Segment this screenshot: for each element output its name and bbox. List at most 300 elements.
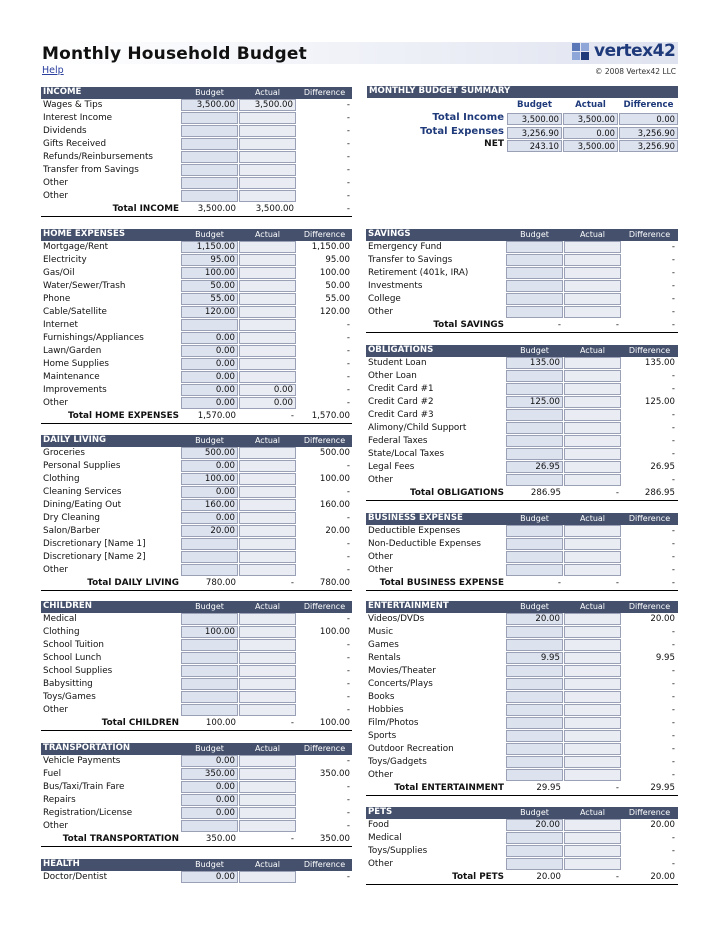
budget-input[interactable]: 100.00 xyxy=(181,267,238,279)
difference-value: 20.00 xyxy=(325,526,350,536)
budget-input[interactable]: 0.00 xyxy=(181,384,238,396)
budget-input[interactable]: 120.00 xyxy=(181,306,238,318)
col-actual-label: Actual xyxy=(254,436,281,445)
budget-input[interactable] xyxy=(181,613,238,625)
budget-input[interactable]: 135.00 xyxy=(506,357,563,369)
difference-value: - xyxy=(346,165,350,175)
difference-value: - xyxy=(346,372,350,382)
budget-input[interactable] xyxy=(181,564,238,576)
budget-input[interactable] xyxy=(506,241,563,253)
total-label: Total SAVINGS xyxy=(433,320,504,330)
budget-input[interactable]: 26.95 xyxy=(506,461,563,473)
difference-value: - xyxy=(671,294,675,304)
difference-value: 1,150.00 xyxy=(311,242,350,252)
section-heading: OBLIGATIONS xyxy=(368,345,434,355)
budget-input[interactable] xyxy=(506,756,563,768)
budget-row xyxy=(41,665,352,678)
actual-input[interactable] xyxy=(564,551,621,563)
budget-input[interactable]: 125.00 xyxy=(506,396,563,408)
actual-input[interactable] xyxy=(564,665,621,677)
budget-input[interactable] xyxy=(506,730,563,742)
summary-diff-value: 0.00 xyxy=(619,113,678,125)
summary-heading: MONTHLY BUDGET SUMMARY xyxy=(369,86,511,96)
budget-input[interactable] xyxy=(181,319,238,331)
budget-input[interactable] xyxy=(506,435,563,447)
row-label: Film/Photos xyxy=(368,718,419,728)
budget-input[interactable] xyxy=(506,538,563,550)
actual-input[interactable] xyxy=(239,473,296,485)
difference-value: - xyxy=(671,705,675,715)
section-header xyxy=(366,513,678,525)
actual-input[interactable] xyxy=(239,371,296,383)
budget-row xyxy=(41,613,352,626)
budget-row xyxy=(41,112,352,125)
total-budget: 20.00 xyxy=(536,872,561,882)
actual-input[interactable] xyxy=(239,190,296,202)
budget-row xyxy=(41,678,352,691)
actual-input[interactable] xyxy=(239,691,296,703)
actual-input[interactable] xyxy=(239,151,296,163)
col-budget-label: Budget xyxy=(520,514,549,523)
budget-input[interactable] xyxy=(506,691,563,703)
section-header xyxy=(366,229,678,241)
col-budget-label: Budget xyxy=(520,230,549,239)
budget-input[interactable] xyxy=(506,422,563,434)
actual-input[interactable] xyxy=(564,704,621,716)
summary-col-difference: Difference xyxy=(623,100,674,110)
budget-input[interactable] xyxy=(506,858,563,870)
budget-row xyxy=(366,756,678,769)
actual-input[interactable] xyxy=(239,358,296,370)
difference-value: 135.00 xyxy=(644,358,675,368)
row-label: Other Loan xyxy=(368,371,417,381)
actual-input[interactable] xyxy=(239,538,296,550)
row-label: Other xyxy=(43,821,68,831)
budget-row xyxy=(41,254,352,267)
budget-input[interactable] xyxy=(506,448,563,460)
row-label: School Tuition xyxy=(43,640,104,650)
difference-value: - xyxy=(346,539,350,549)
budget-row xyxy=(41,319,352,332)
actual-input[interactable] xyxy=(564,241,621,253)
actual-input[interactable] xyxy=(239,112,296,124)
budget-input[interactable] xyxy=(506,678,563,690)
section-heading: TRANSPORTATION xyxy=(43,743,131,753)
difference-value: - xyxy=(671,384,675,394)
actual-input[interactable] xyxy=(564,652,621,664)
actual-input[interactable] xyxy=(239,639,296,651)
actual-input[interactable] xyxy=(564,743,621,755)
row-label: Sports xyxy=(368,731,397,741)
actual-input[interactable] xyxy=(239,652,296,664)
budget-input[interactable] xyxy=(506,717,563,729)
budget-row xyxy=(41,397,352,410)
row-label: Transfer from Savings xyxy=(43,165,139,175)
section-heading: SAVINGS xyxy=(368,229,411,239)
col-actual-label: Actual xyxy=(579,602,606,611)
budget-row xyxy=(41,768,352,781)
budget-input[interactable] xyxy=(506,665,563,677)
budget-input[interactable]: 0.00 xyxy=(181,397,238,409)
actual-input[interactable] xyxy=(564,474,621,486)
budget-input[interactable] xyxy=(506,280,563,292)
row-label: Other xyxy=(43,705,68,715)
col-actual-label: Actual xyxy=(254,88,281,97)
row-label: Hobbies xyxy=(368,705,404,715)
budget-input[interactable] xyxy=(181,125,238,137)
actual-input[interactable] xyxy=(239,678,296,690)
actual-input[interactable] xyxy=(239,551,296,563)
actual-input[interactable] xyxy=(564,538,621,550)
budget-input[interactable] xyxy=(181,652,238,664)
actual-input[interactable] xyxy=(239,665,296,677)
total-row xyxy=(41,203,352,217)
actual-input[interactable] xyxy=(564,717,621,729)
budget-input[interactable]: 0.00 xyxy=(181,358,238,370)
budget-input[interactable]: 500.00 xyxy=(181,447,238,459)
difference-value: - xyxy=(346,487,350,497)
budget-input[interactable]: 0.00 xyxy=(181,807,238,819)
actual-input[interactable] xyxy=(564,267,621,279)
actual-input[interactable] xyxy=(239,164,296,176)
actual-input[interactable] xyxy=(564,626,621,638)
row-label: Doctor/Dentist xyxy=(43,872,108,882)
difference-value: 120.00 xyxy=(319,307,350,317)
budget-input[interactable]: 0.00 xyxy=(181,871,238,883)
actual-input[interactable] xyxy=(564,832,621,844)
budget-input[interactable]: 0.00 xyxy=(181,332,238,344)
budget-input[interactable] xyxy=(181,691,238,703)
row-label: Vehicle Payments xyxy=(43,756,121,766)
total-label: Total HOME EXPENSES xyxy=(67,411,179,421)
budget-input[interactable]: 20.00 xyxy=(506,613,563,625)
difference-value: 100.00 xyxy=(319,627,350,637)
difference-value: - xyxy=(671,539,675,549)
col-budget-label: Budget xyxy=(195,230,224,239)
row-label: Repairs xyxy=(43,795,76,805)
summary-row-total-income xyxy=(367,113,678,126)
row-label: Other xyxy=(368,565,393,575)
difference-value: - xyxy=(671,436,675,446)
row-label: Credit Card #3 xyxy=(368,410,434,420)
row-label: Groceries xyxy=(43,448,85,458)
budget-input[interactable] xyxy=(181,551,238,563)
summary-label: Total Income xyxy=(432,112,504,123)
budget-input[interactable]: 0.00 xyxy=(181,781,238,793)
actual-input[interactable] xyxy=(564,819,621,831)
actual-input[interactable] xyxy=(564,639,621,651)
difference-value: - xyxy=(671,242,675,252)
row-label: Transfer to Savings xyxy=(368,255,453,265)
actual-input[interactable] xyxy=(239,781,296,793)
actual-input[interactable]: 3,500.00 xyxy=(239,99,296,111)
difference-value: - xyxy=(671,679,675,689)
total-difference: - xyxy=(346,204,350,214)
budget-input[interactable] xyxy=(181,704,238,716)
budget-input[interactable] xyxy=(181,639,238,651)
actual-input[interactable] xyxy=(239,768,296,780)
budget-input[interactable] xyxy=(181,678,238,690)
budget-input[interactable]: 0.00 xyxy=(181,371,238,383)
actual-input[interactable] xyxy=(239,486,296,498)
difference-value: - xyxy=(346,126,350,136)
total-row xyxy=(366,487,678,501)
actual-input[interactable] xyxy=(564,756,621,768)
budget-input[interactable]: 0.00 xyxy=(181,486,238,498)
budget-row xyxy=(366,293,678,306)
budget-row xyxy=(41,551,352,564)
row-label: Toys/Gadgets xyxy=(368,757,427,767)
summary-label: NET xyxy=(484,139,504,149)
total-actual: - xyxy=(615,320,619,330)
row-label: Toys/Supplies xyxy=(368,846,428,856)
budget-input[interactable] xyxy=(181,138,238,150)
row-label: Mortgage/Rent xyxy=(43,242,109,252)
actual-input[interactable]: 0.00 xyxy=(239,384,296,396)
row-label: Deductible Expenses xyxy=(368,526,461,536)
budget-input[interactable]: 0.00 xyxy=(181,460,238,472)
summary-col-actual: Actual xyxy=(575,100,606,110)
actual-input[interactable] xyxy=(239,177,296,189)
actual-input[interactable] xyxy=(239,626,296,638)
budget-input[interactable]: 350.00 xyxy=(181,768,238,780)
actual-input[interactable] xyxy=(564,435,621,447)
difference-value: 500.00 xyxy=(319,448,350,458)
budget-input[interactable]: 9.95 xyxy=(506,652,563,664)
actual-input[interactable] xyxy=(564,461,621,473)
budget-row xyxy=(366,665,678,678)
budget-input[interactable] xyxy=(181,665,238,677)
actual-input[interactable] xyxy=(564,383,621,395)
actual-input[interactable] xyxy=(239,241,296,253)
row-label: Phone xyxy=(43,294,71,304)
section-obligations xyxy=(366,345,678,501)
actual-input[interactable] xyxy=(239,499,296,511)
actual-input[interactable] xyxy=(239,280,296,292)
difference-value: - xyxy=(346,359,350,369)
actual-input[interactable] xyxy=(564,254,621,266)
budget-input[interactable] xyxy=(506,293,563,305)
budget-input[interactable]: 50.00 xyxy=(181,280,238,292)
actual-input[interactable] xyxy=(239,267,296,279)
total-actual: - xyxy=(615,872,619,882)
actual-input[interactable] xyxy=(564,306,621,318)
actual-input[interactable] xyxy=(239,345,296,357)
budget-input[interactable] xyxy=(506,832,563,844)
budget-input[interactable] xyxy=(506,267,563,279)
budget-input[interactable] xyxy=(506,845,563,857)
budget-input[interactable]: 95.00 xyxy=(181,254,238,266)
actual-input[interactable] xyxy=(564,564,621,576)
actual-input[interactable] xyxy=(564,678,621,690)
budget-input[interactable] xyxy=(506,743,563,755)
section-home-expenses xyxy=(41,229,352,424)
row-label: Other xyxy=(368,552,393,562)
budget-input[interactable]: 20.00 xyxy=(506,819,563,831)
actual-input[interactable] xyxy=(564,293,621,305)
budget-input[interactable] xyxy=(181,164,238,176)
row-label: Music xyxy=(368,627,394,637)
col-difference-label: Difference xyxy=(303,744,346,753)
actual-input[interactable] xyxy=(564,691,621,703)
budget-input[interactable] xyxy=(506,254,563,266)
actual-input[interactable] xyxy=(239,820,296,832)
actual-input[interactable] xyxy=(564,396,621,408)
budget-input[interactable] xyxy=(506,564,563,576)
difference-value: - xyxy=(346,100,350,110)
actual-input[interactable] xyxy=(239,704,296,716)
difference-value: - xyxy=(346,398,350,408)
budget-input[interactable] xyxy=(506,704,563,716)
difference-value: - xyxy=(671,565,675,575)
budget-input[interactable] xyxy=(506,409,563,421)
actual-input[interactable] xyxy=(564,769,621,781)
total-budget: 3,500.00 xyxy=(197,204,236,214)
budget-row xyxy=(41,332,352,345)
budget-row xyxy=(366,769,678,782)
actual-input[interactable] xyxy=(564,448,621,460)
budget-row xyxy=(41,358,352,371)
difference-value: - xyxy=(346,640,350,650)
row-label: Refunds/Reinbursements xyxy=(43,152,154,162)
budget-input[interactable]: 3,500.00 xyxy=(181,99,238,111)
budget-input[interactable] xyxy=(506,525,563,537)
difference-value: - xyxy=(671,692,675,702)
budget-input[interactable]: 0.00 xyxy=(181,512,238,524)
actual-input[interactable] xyxy=(564,525,621,537)
summary-header xyxy=(367,86,678,98)
budget-input[interactable]: 160.00 xyxy=(181,499,238,511)
page-title: Monthly Household Budget xyxy=(42,44,307,64)
budget-input[interactable]: 100.00 xyxy=(181,626,238,638)
budget-row xyxy=(41,704,352,717)
difference-value: 125.00 xyxy=(644,397,675,407)
budget-input[interactable] xyxy=(181,190,238,202)
budget-row xyxy=(366,409,678,422)
actual-input[interactable] xyxy=(239,613,296,625)
difference-value: - xyxy=(346,872,350,882)
budget-input[interactable] xyxy=(506,383,563,395)
summary-diff-value: 3,256.90 xyxy=(619,127,678,139)
budget-input[interactable]: 20.00 xyxy=(181,525,238,537)
budget-input[interactable] xyxy=(506,306,563,318)
actual-input[interactable] xyxy=(239,871,296,883)
actual-input[interactable] xyxy=(564,409,621,421)
row-label: Investments xyxy=(368,281,423,291)
budget-row xyxy=(366,254,678,267)
budget-row xyxy=(41,177,352,190)
difference-value: - xyxy=(346,808,350,818)
budget-input[interactable] xyxy=(506,626,563,638)
budget-row xyxy=(41,384,352,397)
help-link[interactable]: Help xyxy=(42,65,64,76)
actual-input[interactable] xyxy=(239,564,296,576)
actual-input[interactable] xyxy=(239,319,296,331)
total-difference: 29.95 xyxy=(650,783,675,793)
section-heading: HOME EXPENSES xyxy=(43,229,126,239)
actual-input[interactable] xyxy=(239,807,296,819)
actual-input[interactable] xyxy=(239,460,296,472)
actual-input[interactable] xyxy=(564,858,621,870)
actual-input[interactable] xyxy=(239,755,296,767)
budget-input[interactable] xyxy=(181,112,238,124)
budget-input[interactable]: 55.00 xyxy=(181,293,238,305)
budget-row xyxy=(41,306,352,319)
budget-input[interactable]: 0.00 xyxy=(181,755,238,767)
budget-row xyxy=(366,832,678,845)
budget-input[interactable] xyxy=(181,820,238,832)
difference-value: 100.00 xyxy=(319,474,350,484)
budget-input[interactable] xyxy=(181,177,238,189)
budget-input[interactable]: 0.00 xyxy=(181,345,238,357)
budget-input[interactable] xyxy=(506,370,563,382)
difference-value: - xyxy=(671,449,675,459)
actual-input[interactable] xyxy=(239,138,296,150)
actual-input[interactable] xyxy=(564,422,621,434)
actual-input[interactable] xyxy=(239,306,296,318)
budget-row xyxy=(366,743,678,756)
actual-input[interactable] xyxy=(239,293,296,305)
row-label: Registration/License xyxy=(43,808,133,818)
actual-input[interactable] xyxy=(564,357,621,369)
difference-value: - xyxy=(346,152,350,162)
section-header xyxy=(366,807,678,819)
budget-input[interactable] xyxy=(181,538,238,550)
budget-input[interactable] xyxy=(506,769,563,781)
total-actual: - xyxy=(290,578,294,588)
col-difference-label: Difference xyxy=(303,436,346,445)
difference-value: 20.00 xyxy=(650,820,675,830)
budget-input[interactable]: 100.00 xyxy=(181,473,238,485)
actual-input[interactable]: 0.00 xyxy=(239,397,296,409)
difference-value: 100.00 xyxy=(319,268,350,278)
budget-input[interactable]: 0.00 xyxy=(181,794,238,806)
actual-input[interactable] xyxy=(239,512,296,524)
actual-input[interactable] xyxy=(239,125,296,137)
actual-input[interactable] xyxy=(239,254,296,266)
actual-input[interactable] xyxy=(564,613,621,625)
copyright-text: © 2008 Vertex42 LLC xyxy=(595,67,676,76)
actual-input[interactable] xyxy=(239,794,296,806)
budget-input[interactable]: 1,150.00 xyxy=(181,241,238,253)
col-budget-label: Budget xyxy=(520,808,549,817)
budget-input[interactable] xyxy=(506,551,563,563)
budget-input[interactable] xyxy=(506,474,563,486)
row-label: Food xyxy=(368,820,390,830)
actual-input[interactable] xyxy=(564,730,621,742)
row-label: College xyxy=(368,294,401,304)
actual-input[interactable] xyxy=(239,525,296,537)
total-row xyxy=(366,871,678,885)
col-difference-label: Difference xyxy=(628,602,671,611)
budget-input[interactable] xyxy=(506,639,563,651)
actual-input[interactable] xyxy=(239,447,296,459)
difference-value: - xyxy=(346,178,350,188)
summary-col-budget: Budget xyxy=(517,100,552,110)
total-difference: 100.00 xyxy=(319,718,350,728)
budget-input[interactable] xyxy=(181,151,238,163)
col-budget-label: Budget xyxy=(520,602,549,611)
actual-input[interactable] xyxy=(564,280,621,292)
actual-input[interactable] xyxy=(564,370,621,382)
actual-input[interactable] xyxy=(564,845,621,857)
actual-input[interactable] xyxy=(239,332,296,344)
budget-row xyxy=(41,807,352,820)
row-label: Discretionary [Name 1] xyxy=(43,539,146,549)
difference-value: - xyxy=(346,692,350,702)
difference-value: 50.00 xyxy=(325,281,350,291)
budget-row xyxy=(41,525,352,538)
